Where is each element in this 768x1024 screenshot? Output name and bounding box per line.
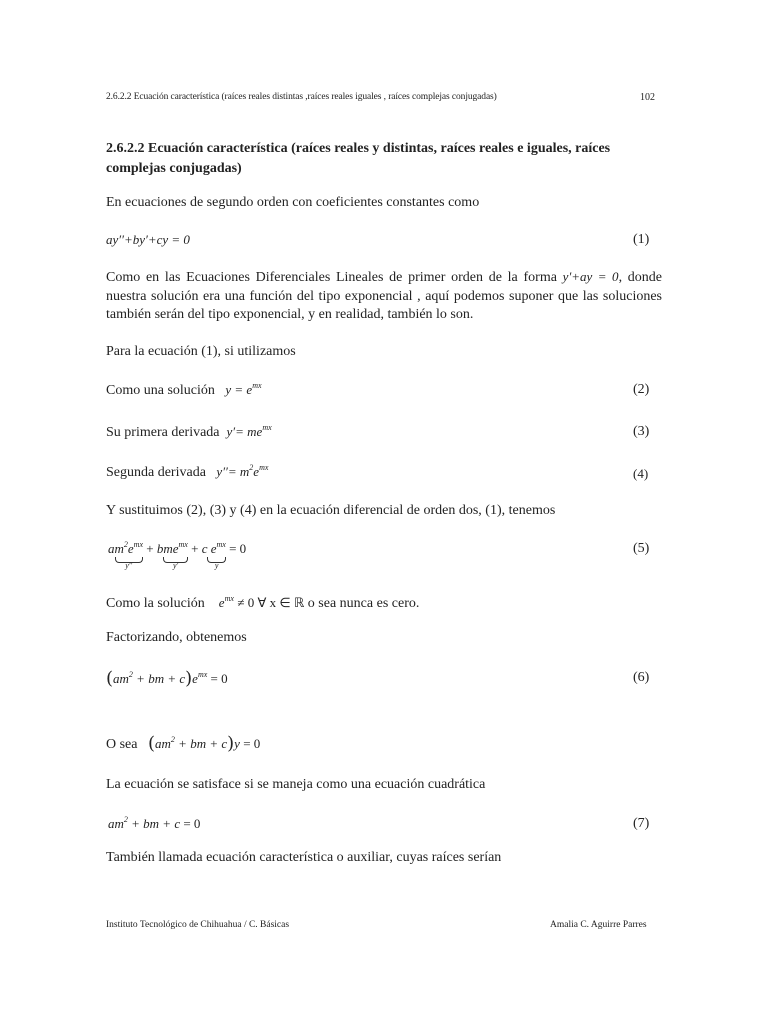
intro-text: En ecuaciones de segundo orden con coeficientes constantes como — [106, 195, 480, 210]
underbrace-1-label: y′′ — [125, 561, 133, 570]
equation-3-math — [227, 424, 272, 439]
underbrace-1: $m^2e^{mx}$ y′′ — [114, 540, 143, 570]
equation-4-base: e — [253, 464, 260, 479]
equation-4-square: 2 — [249, 463, 254, 472]
underbrace-2: $me^{mx}$ y′ — [163, 540, 188, 570]
equation-2-exponent: mx — [252, 381, 262, 390]
footer-institution: Instituto Tecnológico de Chihuahua / C. Básicas — [106, 920, 290, 930]
equation-3-number: (3) — [633, 424, 650, 439]
underbrace-3-label: y — [214, 561, 219, 570]
equation-4-exponent: mx — [259, 463, 269, 472]
paragraph-8: También llamada ecuación característica o auxiliar, cuyas raíces serían — [106, 850, 502, 865]
equation-4-lhs: y′′= m — [216, 464, 250, 479]
equation-2-math — [225, 382, 261, 397]
paragraph-4-math: ≠ 0 ∀ x ∈ ℝ — [237, 595, 305, 610]
equation-4-number: (4) — [633, 466, 649, 481]
paragraph-6-text: O sea — [106, 737, 138, 752]
paragraph-7: La ecuación se satisface si se maneja como una ecuación cuadrática — [106, 777, 486, 792]
paragraph-6: O sea ($am^2$ + bm + c)y = 0 — [106, 733, 261, 754]
equation-5: $am^2e^{mx}$ y′′ + bme$^{mx}$ y′ + c $e^{mx}$ y = 0 — [108, 540, 247, 570]
equation-7-number: (7) — [633, 816, 650, 831]
equation-4-math — [216, 464, 268, 479]
footer-author: Amalia C. Aguirre Parres — [550, 920, 647, 930]
equation-2-number: (2) — [633, 382, 650, 397]
paragraph-1: Como en las Ecuaciones Diferenciales Lineales de primer orden de la forma y′+ay = 0, donde nuestra solución era una función del tipo exponencial , aquí podemos suponer que las soluciones también serán del tipo exponencial, y en realidad, también lo son. — [106, 269, 663, 322]
equation-1-number: (1) — [633, 232, 650, 247]
paragraph-5: Factorizando, obtenemos — [106, 630, 247, 645]
paragraph-3: Y sustituimos (2), (3) y (4) en la ecuación diferencial de orden dos, (1), tenemos — [106, 503, 556, 518]
page-header: 2.6.2.2 Ecuación característica (raíces reales distintas ,raíces reales iguales , raíces complejas conjugadas) — [106, 92, 497, 102]
equation-2-lhs: y = e — [225, 382, 253, 397]
paragraph-2: Para la ecuación (1), si utilizamos — [106, 344, 296, 359]
paragraph-4: Como la solución $e^{mx} \ne 0$ ∀ x ∈ ℝ o sea nunca es cero. — [106, 594, 420, 611]
equation-4-label: Segunda derivada — [106, 465, 206, 480]
equation-4 — [106, 464, 268, 481]
page-number: 102 — [640, 92, 655, 103]
equation-3-label: Su primera derivada — [106, 425, 220, 440]
section-title: 2.6.2.2 Ecuación característica (raíces reales y distintas, raíces reales e iguales, raíces complejas conjugadas) — [106, 141, 611, 176]
paragraph-1-math: y′+ay = 0 — [562, 269, 619, 284]
paragraph-1-line2: donde nuestra solución era una función del tipo exponencial , aquí podemos suponer que las soluciones también serán del tipo exponencial, y en realidad, también lo son. — [106, 270, 663, 322]
equation-2 — [106, 382, 262, 399]
paragraph-4-text2: o sea nunca es cero. — [307, 596, 420, 611]
equation-2-label: Como una solución — [106, 383, 215, 398]
equation-6: ($am^2$ + bm + $c)e^{mx} = 0$ — [106, 668, 228, 689]
equation-3 — [106, 424, 272, 441]
equation-1: ay′′+by′+cy = 0 — [106, 232, 190, 247]
paragraph-1-line1: Como en las Ecuaciones Diferenciales Lineales de primer orden de la forma — [106, 270, 557, 285]
equation-7: $am^2$ + bm + c = 0 — [108, 815, 201, 831]
equation-6-number: (6) — [633, 670, 650, 685]
underbrace-2-label: y′ — [172, 561, 179, 570]
equation-3-exponent: mx — [262, 423, 272, 432]
paragraph-4-text1: Como la solución — [106, 596, 205, 611]
equation-5-number: (5) — [633, 541, 650, 556]
equation-3-lhs: y′= me — [226, 424, 263, 439]
underbrace-3: $e^{mx}$ y — [207, 540, 226, 570]
